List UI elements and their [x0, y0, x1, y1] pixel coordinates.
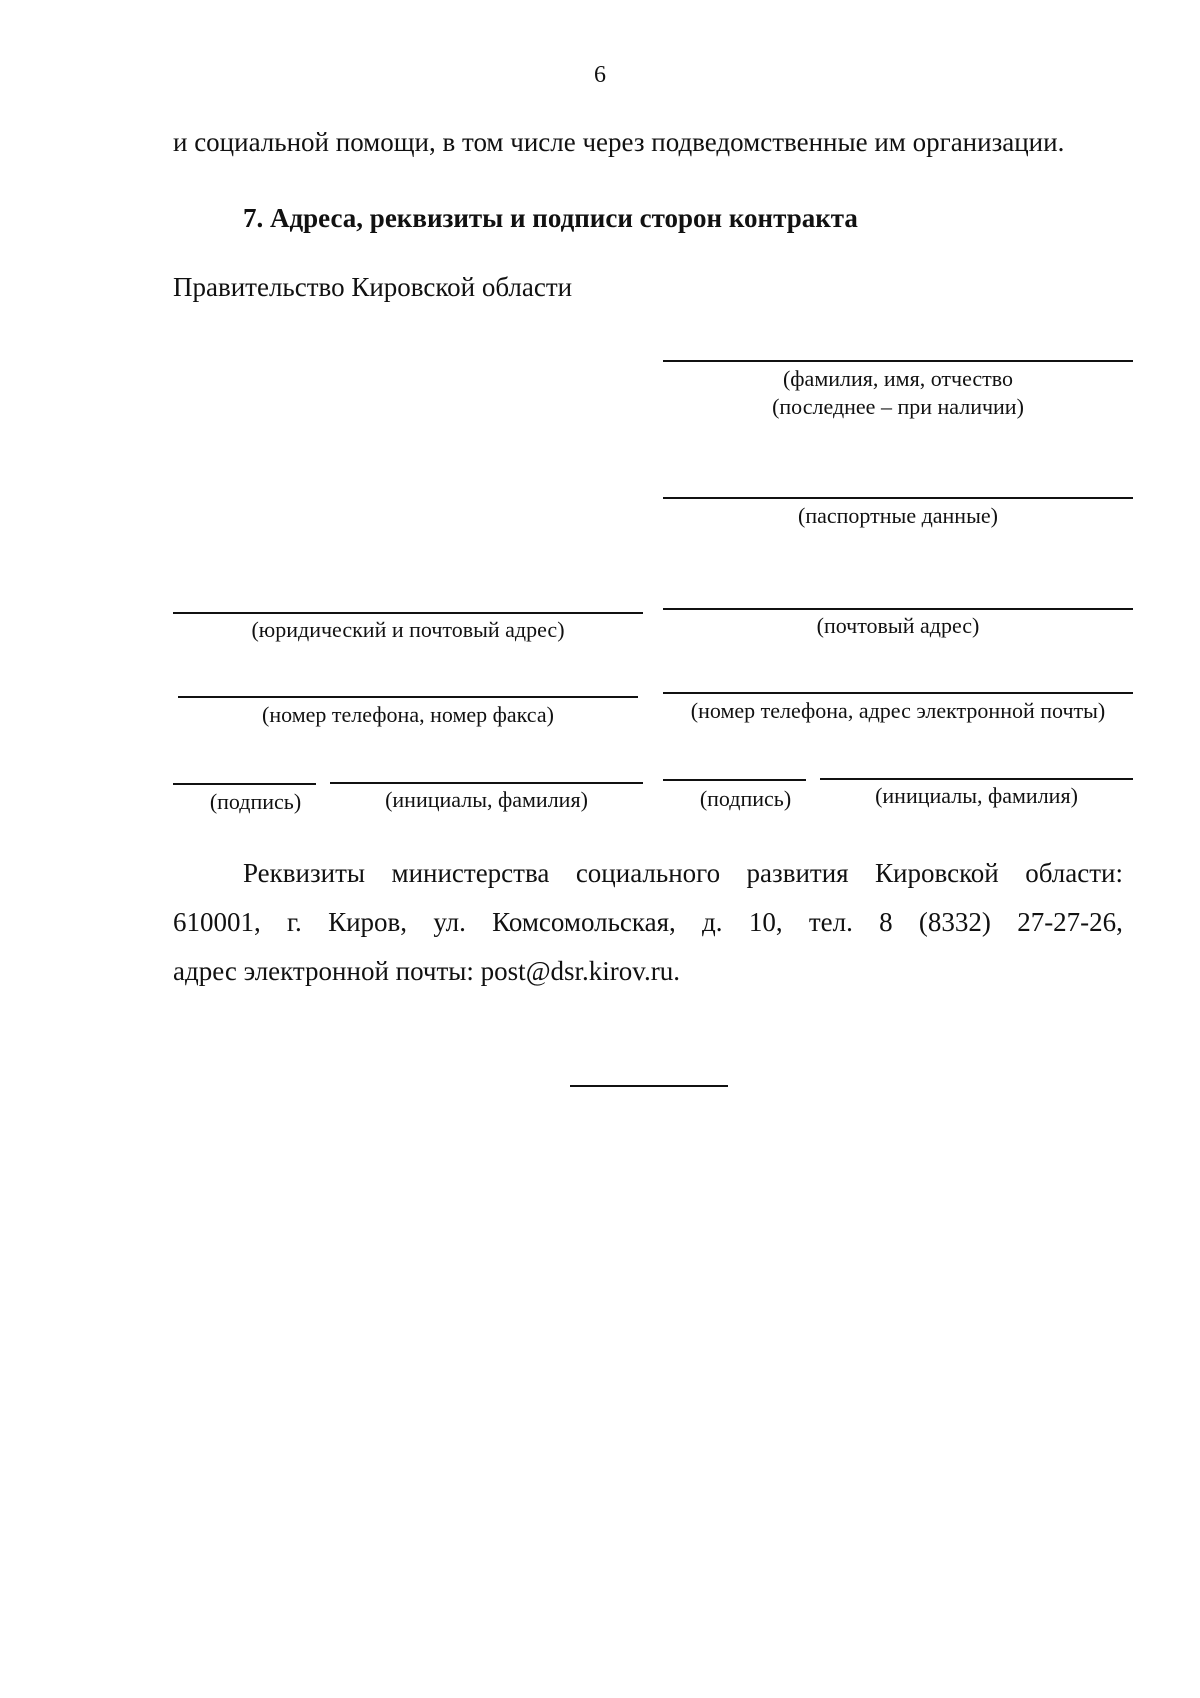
- requisites-word: социального: [575, 858, 721, 888]
- requisites-word: Комсомольская,: [492, 907, 676, 937]
- postal-address-line: [663, 608, 1133, 610]
- left-signature-caption: (подпись): [209, 789, 302, 814]
- legal-address-line: [173, 612, 643, 614]
- phone-fax-caption: (номер телефона, номер факса): [262, 702, 554, 727]
- right-signature-caption: (подпись): [699, 786, 792, 811]
- requisites-word: 8: [879, 907, 893, 937]
- requisites-word: д.: [702, 907, 723, 937]
- postal-address-caption: (почтовый адрес): [816, 613, 980, 638]
- phone-email-caption: (номер телефона, адрес электронной почты): [690, 698, 1106, 723]
- right-initials-line: [820, 778, 1133, 780]
- requisites-line-1: [243, 858, 1123, 889]
- requisites-line-3: адрес электронной почты: post@dsr.kirov.ru.: [173, 956, 681, 986]
- requisites-word: развития: [746, 858, 849, 888]
- section-heading: 7. Адреса, реквизиты и подписи сторон контракта: [243, 203, 858, 233]
- requisites-word: тел.: [808, 907, 853, 937]
- left-signature-line: [173, 783, 316, 785]
- phone-fax-line: [178, 696, 638, 698]
- right-initials-caption: (инициалы, фамилия): [875, 783, 1078, 808]
- passport-caption: (паспортные данные): [798, 503, 998, 528]
- continuation-text: и социальной помощи, в том числе через подведомственные им организации.: [173, 127, 1065, 157]
- left-initials-line: [330, 782, 643, 784]
- fio-caption-2: (последнее – при наличии): [772, 394, 1024, 419]
- right-signature-line: [663, 779, 806, 781]
- requisites-word: (8332): [918, 907, 991, 937]
- requisites-line-2: [173, 907, 1123, 938]
- requisites-word: 27-27-26,: [1017, 907, 1123, 937]
- phone-email-line: [663, 692, 1133, 694]
- requisites-word: Реквизиты: [243, 858, 366, 888]
- fio-line: [663, 360, 1133, 362]
- government-label: Правительство Кировской области: [173, 272, 573, 302]
- requisites-word: 10,: [748, 907, 783, 937]
- requisites-word: 610001,: [173, 907, 261, 937]
- page-number: 6: [594, 62, 606, 88]
- requisites-word: ул.: [433, 907, 466, 937]
- requisites-word: министерства: [391, 858, 550, 888]
- legal-address-caption: (юридический и почтовый адрес): [251, 617, 565, 642]
- requisites-word: области:: [1025, 858, 1123, 888]
- fio-caption-1: (фамилия, имя, отчество: [782, 366, 1014, 391]
- end-of-document-rule: [570, 1085, 728, 1087]
- requisites-word: Кировской: [875, 858, 999, 888]
- passport-line: [663, 497, 1133, 499]
- left-initials-caption: (инициалы, фамилия): [385, 787, 588, 812]
- requisites-word: г.: [287, 907, 302, 937]
- requisites-word: Киров,: [328, 907, 408, 937]
